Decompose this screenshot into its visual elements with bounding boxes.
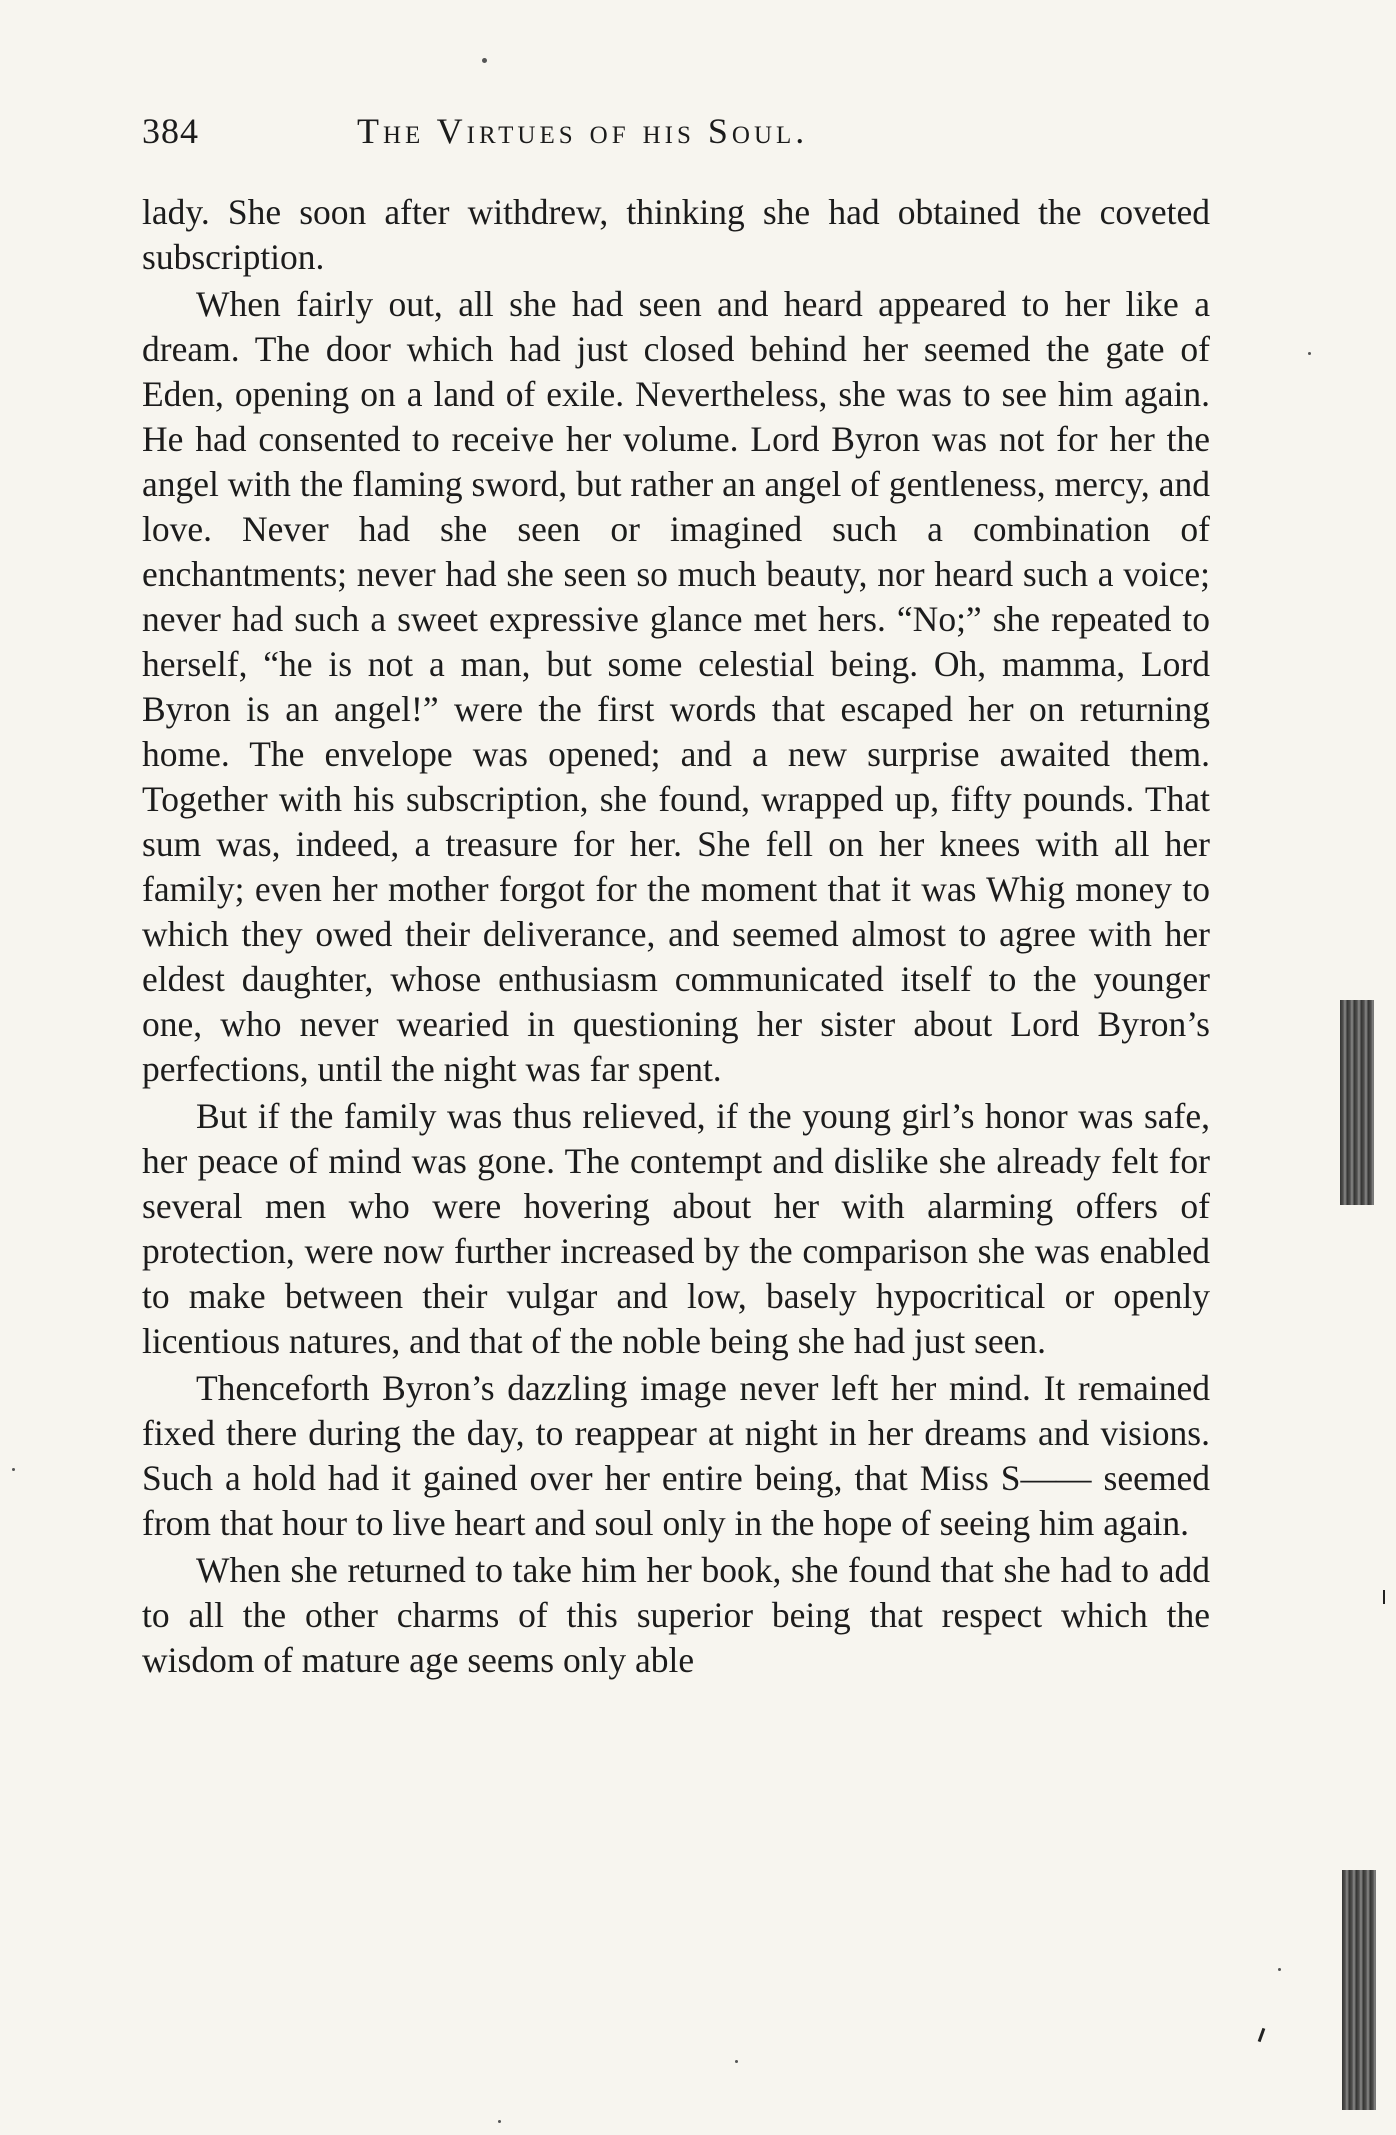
speck — [1383, 1590, 1385, 1604]
paragraph-4: Thenceforth Byron’s dazzling image never left her mind. It remained fixed there during the day, to reappear at night in her dreams and visions. Such a hold had it gained over her entire being, that Miss S—— seemed from that hour to live heart and soul only in the hope of seeing him again. — [142, 1368, 1210, 1543]
speck — [12, 1468, 15, 1471]
paragraph-5: When she returned to take him her book, she found that she had to add to all the other charms of this superior being that respect which the wisdom of mature age seems only able — [142, 1550, 1210, 1680]
speck — [735, 2060, 738, 2063]
speck — [1258, 2028, 1266, 2042]
binding-shadow-upper — [1340, 1000, 1374, 1205]
speck — [1278, 1968, 1281, 1971]
page-number: 384 — [142, 111, 199, 151]
speck — [498, 2120, 501, 2123]
paragraph-2: When fairly out, all she had seen and heard appeared to her like a dream. The door which had just closed behind her seemed the gate of Eden, opening on a land of exile. Nevertheless, she was to see him again. He had consented to receive her volume. Lord Byron was not for her the angel with the flaming sword, but rather an angel of gentleness, mercy, and love. Never had she seen or imagined such a combination of enchantments; never had she seen so much beauty, nor heard such a voice; never had such a sweet expressive glance met hers. “No;” she repeated to herself, “he is not a man, but some celestial being. Oh, mamma, Lord Byron is an angel!” were the first words that escaped her on returning home. The envelope was opened; and a new surprise awaited them. Together with his subscription, she found, wrapped up, fifty pounds. That sum was, indeed, a treasure for her. She fell on her knees with all her family; even her mother forgot for the moment that it was Whig money to which they owed their deliverance, and seemed almost to agree with her eldest daughter, whose enthusiasm communicated itself to the younger one, who never wearied in questioning her sister about Lord Byron’s perfections, until the night was far spent. — [142, 284, 1210, 1089]
binding-shadow-lower — [1342, 1870, 1376, 2110]
speck — [1308, 352, 1311, 355]
paragraph-1: lady. She soon after withdrew, thinking she had obtained the coveted subscription. — [142, 192, 1210, 277]
running-title: The Virtues of his Soul. — [357, 111, 809, 151]
speck — [482, 58, 487, 63]
body-text — [142, 190, 1210, 1683]
paragraph-3: But if the family was thus relieved, if the young girl’s honor was safe, her peace of mind was gone. The contempt and dislike she already felt for several men who were hovering about her with alarming offers of protection, were now further increased by the comparison she was enabled to make between their vulgar and low, basely hypocritical or openly licentious natures, and that of the noble being she had just seen. — [142, 1096, 1210, 1361]
